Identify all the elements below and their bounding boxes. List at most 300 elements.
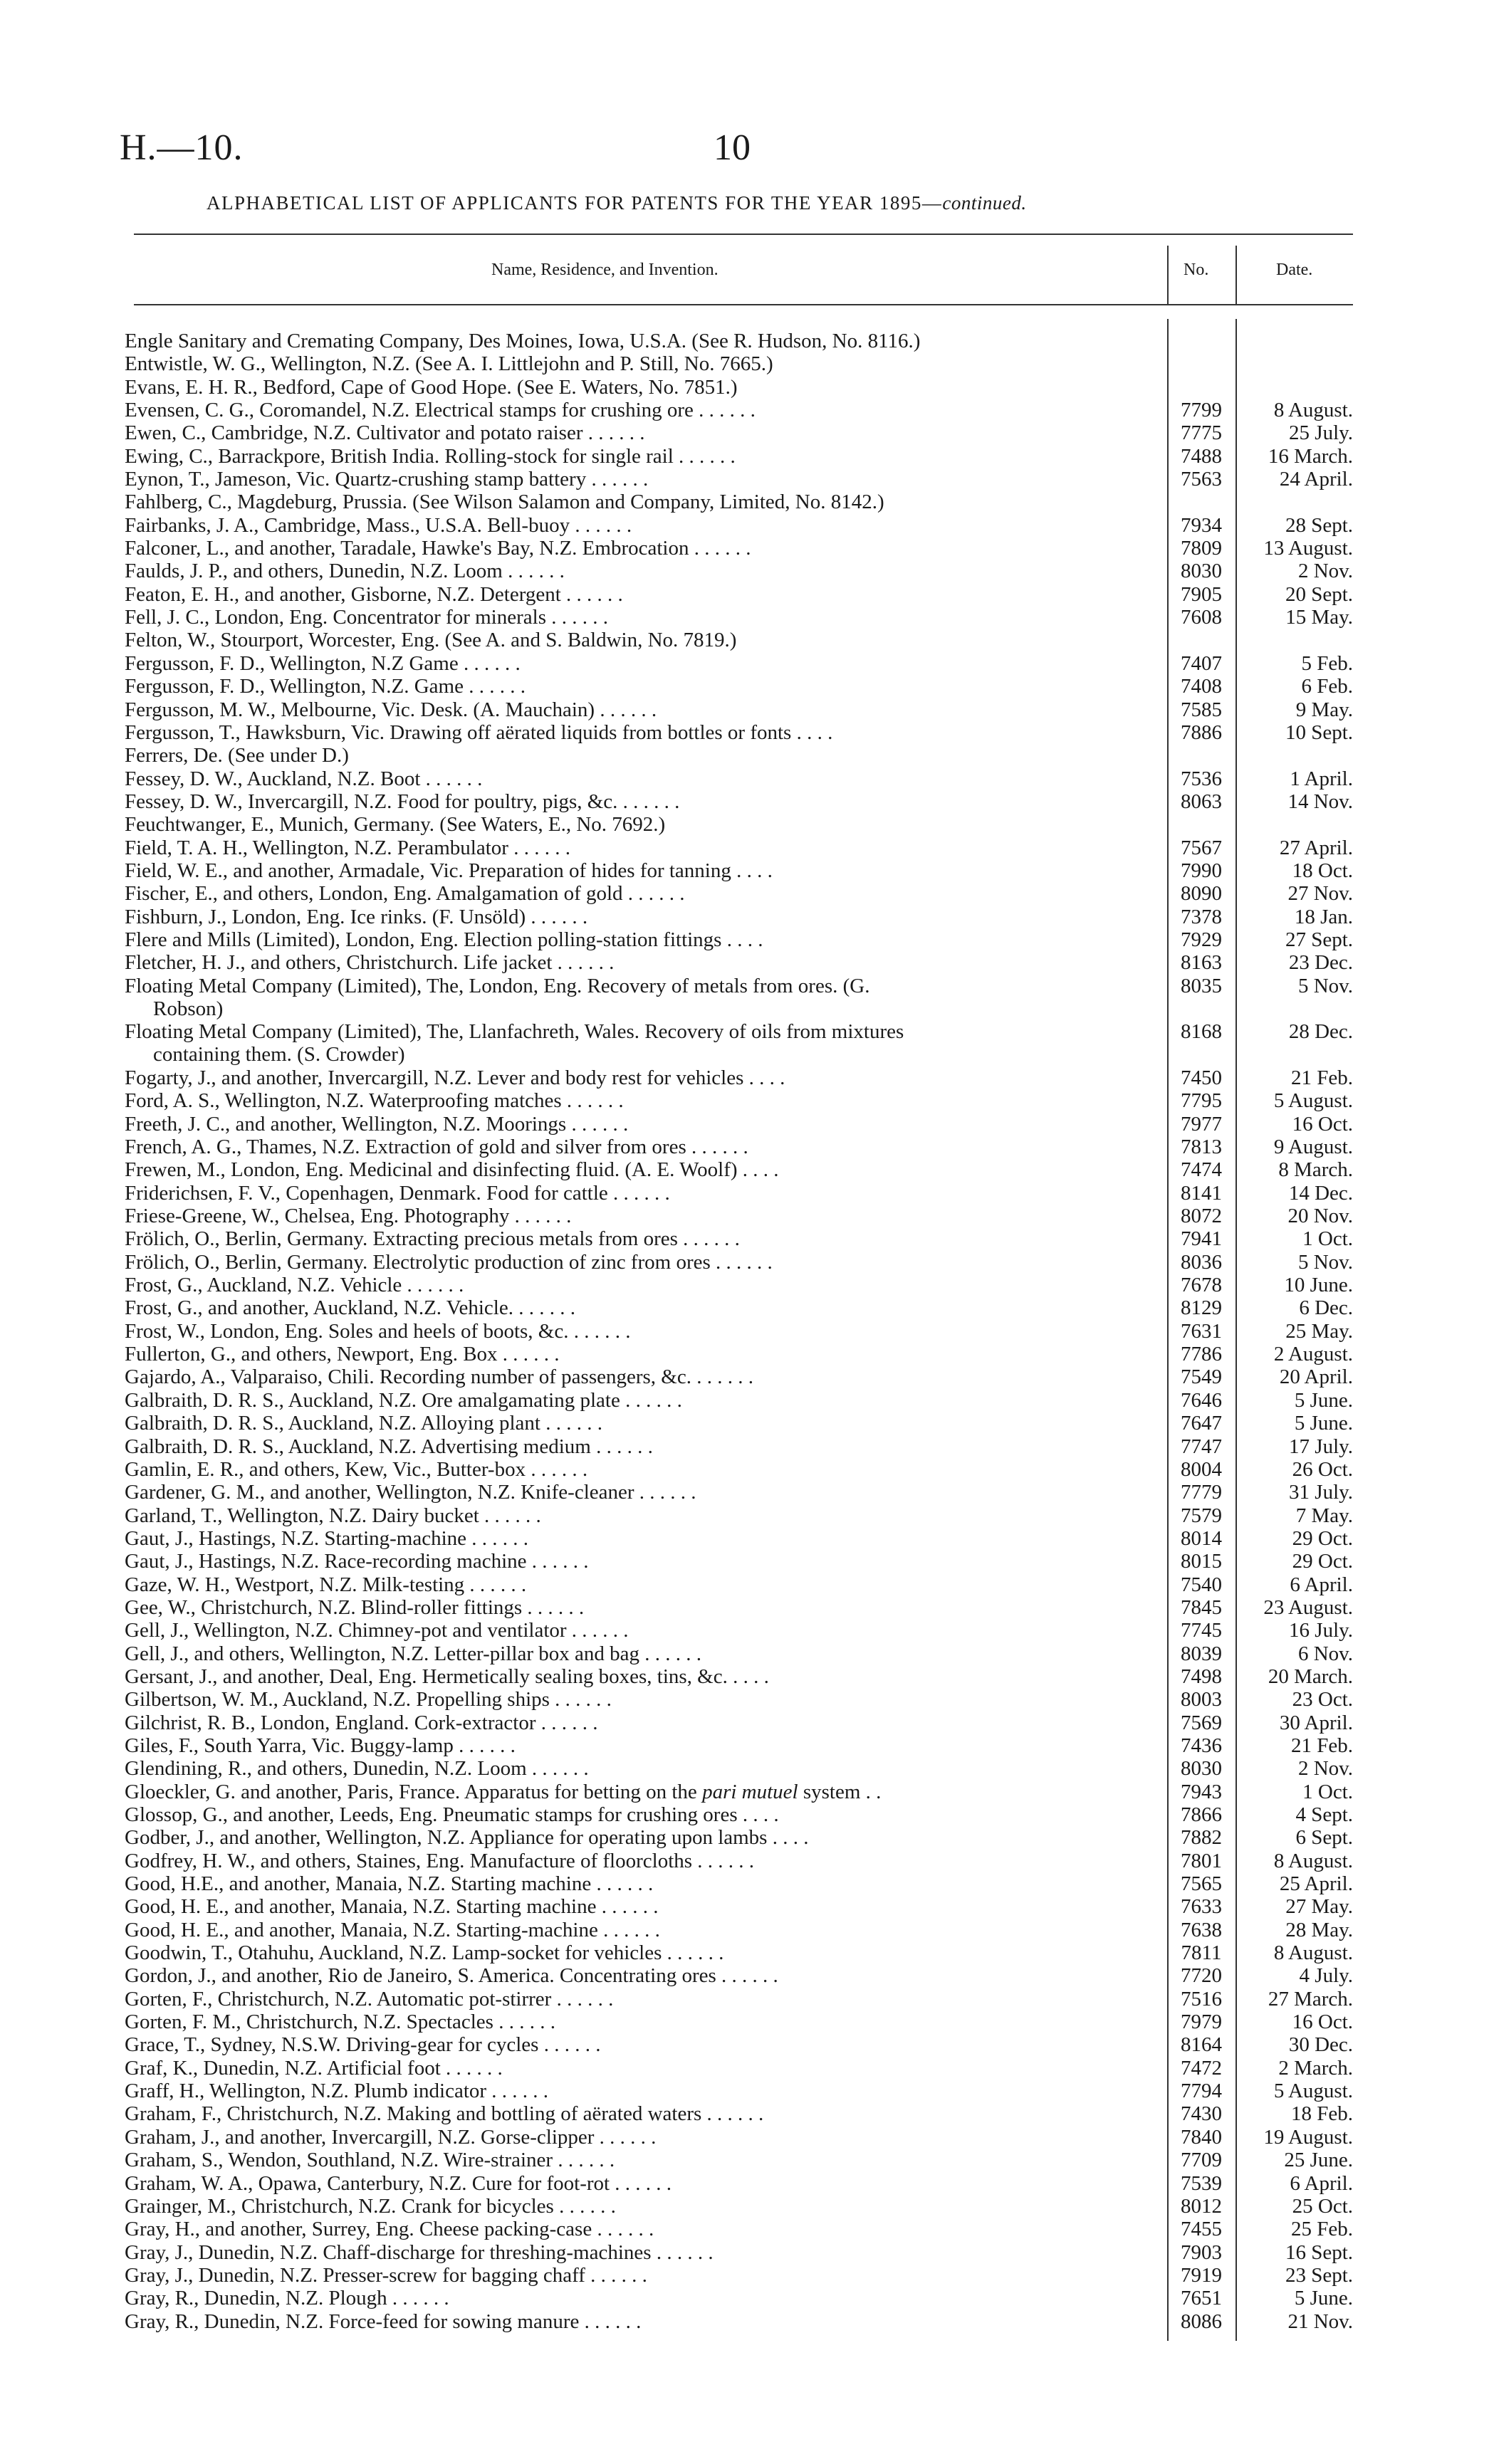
applicant-entry <box>125 1850 1150 1872</box>
application-date: 8 August. <box>1273 1941 1353 1965</box>
entry-text: Fergusson, T., Hawksburn, Vic. Drawing off aërated liquids from bottles or fonts . . . . <box>125 720 833 744</box>
entry-text: Evensen, C. G., Coromandel, N.Z. Electrical stamps for crushing ore . . . . . . <box>125 399 756 422</box>
applicant-entry <box>125 537 1150 560</box>
applicant-entry <box>125 767 1150 790</box>
entry-text: Fell, J. C., London, Eng. Concentrator for minerals . . . . . . <box>125 606 608 629</box>
application-date: 5 Nov. <box>1297 1250 1353 1274</box>
entry-text: Field, W. E., and another, Armadale, Vic. Preparation of hides for tanning . . . . <box>125 859 773 882</box>
applicant-entry <box>125 1504 1150 1527</box>
patent-number: 7929 <box>1181 928 1222 951</box>
applicant-entry <box>125 790 1150 813</box>
application-date: 18 Oct. <box>1292 859 1353 882</box>
application-date: 26 Oct. <box>1292 1457 1353 1481</box>
patent-number: 7678 <box>1181 1274 1222 1297</box>
applicant-entry <box>125 1826 1150 1849</box>
applicant-entry <box>125 1550 1150 1573</box>
applicant-entry <box>125 583 1150 606</box>
applicant-entry <box>125 1642 1150 1665</box>
patent-number: 7943 <box>1181 1780 1222 1803</box>
application-date: 9 August. <box>1273 1136 1353 1159</box>
entry-text: Friese-Greene, W., Chelsea, Eng. Photography . . . . . . <box>125 1205 572 1228</box>
applicant-entry <box>125 468 1150 491</box>
applicant-list <box>0 330 1489 2333</box>
list-item <box>0 1066 1489 1089</box>
applicant-entry <box>125 1573 1150 1596</box>
patent-number: 8164 <box>1181 2033 1222 2057</box>
entry-text: Graff, H., Wellington, N.Z. Plumb indicator . . . . . . <box>125 2080 549 2103</box>
entry-text: Falconer, L., and another, Taradale, Hawke's Bay, N.Z. Embrocation . . . . . . <box>125 537 751 560</box>
entry-text: Garland, T., Wellington, N.Z. Dairy bucket . . . . . . <box>125 1504 541 1527</box>
application-date: 9 May. <box>1295 698 1353 721</box>
patent-number: 7567 <box>1181 836 1222 859</box>
application-date: 25 Oct. <box>1292 2194 1353 2218</box>
patent-number: 7840 <box>1181 2125 1222 2149</box>
patent-number: 7631 <box>1181 1319 1222 1343</box>
applicant-entry <box>125 560 1150 582</box>
patent-number: 7436 <box>1181 1734 1222 1757</box>
entry-text: Frewen, M., London, Eng. Medicinal and disinfecting fluid. (A. E. Woolf) . . . . <box>125 1158 779 1182</box>
applicant-entry <box>125 1711 1150 1734</box>
entry-text: Floating Metal Company (Limited), The, London, Eng. Recovery of metals from ores. (G. <box>125 974 870 997</box>
entry-text: Frost, G., and another, Auckland, N.Z. Vehicle. . . . . . . <box>125 1296 575 1320</box>
list-item <box>0 330 1489 352</box>
patent-number: 7539 <box>1181 2171 1222 2195</box>
application-date: 8 August. <box>1273 399 1353 422</box>
applicant-entry <box>125 1089 1150 1112</box>
patent-number: 7903 <box>1181 2240 1222 2264</box>
entry-text: Friderichsen, F. V., Copenhagen, Denmark. Food for cattle . . . . . . <box>125 1181 670 1205</box>
entry-text: Gloeckler, G. and another, Paris, France. Apparatus for betting on the <box>125 1780 703 1803</box>
applicant-entry <box>125 2241 1150 2264</box>
patent-number: 7430 <box>1181 2102 1222 2126</box>
entry-text: Featon, E. H., and another, Gisborne, N.Z. Detergent . . . . . . <box>125 582 623 606</box>
patent-number: 7845 <box>1181 1595 1222 1619</box>
column-header-name: Name, Residence, and Invention. <box>491 261 719 279</box>
list-item <box>0 2033 1489 2056</box>
applicant-entry <box>125 2126 1150 2149</box>
patent-number: 8039 <box>1181 1642 1222 1665</box>
entry-text: Glossop, G., and another, Leeds, Eng. Pneumatic stamps for crushing ores . . . . <box>125 1803 779 1826</box>
patent-number: 7498 <box>1181 1664 1222 1688</box>
list-item <box>0 445 1489 468</box>
applicant-entry <box>125 882 1150 905</box>
list-item <box>0 2102 1489 2125</box>
application-date: 6 Sept. <box>1295 1826 1353 1850</box>
patent-number: 7977 <box>1181 1112 1222 1136</box>
application-date: 24 April. <box>1279 468 1353 491</box>
entry-text: Good, H. E., and another, Manaia, N.Z. Starting machine . . . . . . <box>125 1895 659 1919</box>
entry-text: Fletcher, H. J., and others, Christchurch. Life jacket . . . . . . <box>125 951 615 975</box>
list-item <box>0 1412 1489 1435</box>
application-date: 5 August. <box>1273 1089 1353 1113</box>
patent-number: 8036 <box>1181 1250 1222 1274</box>
list-item <box>0 1089 1489 1112</box>
application-date: 5 June. <box>1294 2287 1353 2310</box>
entry-text: Feuchtwanger, E., Munich, Germany. (See Waters, E., No. 7692.) <box>125 813 666 837</box>
column-header-date: Date. <box>1276 261 1313 279</box>
applicant-entry <box>125 1895 1150 1918</box>
entry-text: Felton, W., Stourport, Worcester, Eng. (See A. and S. Baldwin, No. 7819.) <box>125 629 737 652</box>
application-date: 21 Feb. <box>1291 1066 1353 1089</box>
applicant-entry <box>125 1941 1150 1964</box>
list-item <box>0 1573 1489 1596</box>
application-date: 16 Oct. <box>1292 1112 1353 1136</box>
list-item <box>0 1757 1489 1780</box>
list-item <box>0 2218 1489 2240</box>
patent-number: 7540 <box>1181 1573 1222 1596</box>
list-item <box>0 1020 1489 1066</box>
list-item <box>0 421 1489 444</box>
entry-text: Fischer, E., and others, London, Eng. Amalgamation of gold . . . . . . <box>125 882 685 906</box>
list-item <box>0 2172 1489 2195</box>
application-date: 20 April. <box>1279 1365 1353 1389</box>
application-date: 29 Oct. <box>1292 1526 1353 1550</box>
list-item <box>0 1665 1489 1688</box>
applicant-entry <box>125 2010 1150 2033</box>
applicant-entry <box>125 2287 1150 2310</box>
entry-text: Gaut, J., Hastings, N.Z. Race-recording machine . . . . . . <box>125 1550 589 1573</box>
entry-text: Glendining, R., and others, Dunedin, N.Z. Loom . . . . . . <box>125 1757 589 1781</box>
entry-text: Gorten, F., Christchurch, N.Z. Automatic pot-stirrer . . . . . . <box>125 1987 614 2010</box>
applicant-entry <box>125 1066 1150 1089</box>
application-date: 5 June. <box>1294 1412 1353 1435</box>
entry-text: Gilchrist, R. B., London, England. Cork-extractor . . . . . . <box>125 1711 598 1734</box>
application-date: 18 Feb. <box>1291 2102 1353 2126</box>
application-date: 16 Sept. <box>1285 2240 1353 2264</box>
applicant-entry <box>125 698 1150 721</box>
applicant-entry <box>125 1872 1150 1895</box>
list-item <box>0 1365 1489 1388</box>
patent-number: 7795 <box>1181 1089 1222 1113</box>
list-item <box>0 352 1489 375</box>
list-item <box>0 1227 1489 1250</box>
entry-text: Galbraith, D. R. S., Auckland, N.Z. Advertising medium . . . . . . <box>125 1435 653 1458</box>
applicant-entry <box>125 1113 1150 1136</box>
column-divider-date <box>1235 246 1237 304</box>
patent-number: 7745 <box>1181 1619 1222 1642</box>
applicant-entry <box>125 421 1150 444</box>
application-date: 16 March. <box>1268 444 1353 468</box>
applicant-entry <box>125 1619 1150 1642</box>
patent-number: 7720 <box>1181 1964 1222 1988</box>
application-date: 5 Feb. <box>1301 651 1353 675</box>
list-item <box>0 1205 1489 1227</box>
entry-text: Grainger, M., Christchurch, N.Z. Crank for bicycles . . . . . . <box>125 2194 616 2218</box>
patent-number: 7775 <box>1181 421 1222 445</box>
application-date: 25 Feb. <box>1291 2218 1353 2241</box>
list-item <box>0 1389 1489 1412</box>
application-date: 4 July. <box>1299 1964 1353 1988</box>
entry-text: Frölich, O., Berlin, Germany. Extracting precious metals from ores . . . . . . <box>125 1227 740 1251</box>
page-title <box>207 192 1346 214</box>
entry-text: Fergusson, F. D., Wellington, N.Z Game . . . . . . <box>125 651 521 675</box>
entry-text: Gell, J., and others, Wellington, N.Z. Letter-pillar box and bag . . . . . . <box>125 1642 701 1665</box>
applicant-entry <box>125 330 1150 352</box>
list-item <box>0 1435 1489 1458</box>
patent-number: 7474 <box>1181 1158 1222 1182</box>
list-item <box>0 629 1489 651</box>
application-date: 25 May. <box>1285 1319 1353 1343</box>
application-date: 15 May. <box>1285 606 1353 629</box>
applicant-entry <box>125 1919 1150 1941</box>
application-date: 4 Sept. <box>1295 1803 1353 1826</box>
application-date: 31 July. <box>1289 1481 1353 1504</box>
list-item <box>0 1803 1489 1826</box>
list-item <box>0 928 1489 951</box>
application-date: 20 Nov. <box>1287 1205 1353 1228</box>
list-item <box>0 2080 1489 2102</box>
list-item <box>0 1550 1489 1573</box>
applicant-entry <box>125 1227 1150 1250</box>
applicant-entry <box>125 445 1150 468</box>
application-date: 27 Sept. <box>1285 928 1353 951</box>
applicant-entry <box>125 928 1150 951</box>
patent-number: 7709 <box>1181 2149 1222 2172</box>
list-item <box>0 1504 1489 1527</box>
applicant-entry <box>125 1665 1150 1688</box>
column-divider-no <box>1167 246 1169 304</box>
entry-text: Gray, H., and another, Surrey, Eng. Cheese packing-case . . . . . . <box>125 2218 654 2241</box>
application-date: 27 March. <box>1268 1987 1353 2010</box>
patent-number: 7811 <box>1181 1941 1222 1965</box>
entry-text: Gell, J., Wellington, N.Z. Chimney-pot and ventilator . . . . . . <box>125 1619 629 1642</box>
applicant-entry <box>125 652 1150 675</box>
applicant-entry <box>125 1296 1150 1319</box>
patent-number: 8030 <box>1181 1757 1222 1781</box>
patent-number: 8012 <box>1181 2194 1222 2218</box>
entry-text: Fogarty, J., and another, Invercargill, N.Z. Lever and body rest for vehicles . . . . <box>125 1066 785 1089</box>
applicant-entry <box>125 721 1150 744</box>
entry-text: Evans, E. H. R., Bedford, Cape of Good Hope. (See E. Waters, No. 7851.) <box>125 375 738 399</box>
list-item <box>0 1136 1489 1158</box>
applicant-entry <box>125 606 1150 629</box>
entry-text-continuation: Robson) <box>153 997 224 1020</box>
applicant-entry <box>125 2310 1150 2333</box>
application-date: 10 Sept. <box>1285 720 1353 744</box>
entry-text: Gamlin, E. R., and others, Kew, Vic., Butter-box . . . . . . <box>125 1457 588 1481</box>
application-date: 30 April. <box>1279 1711 1353 1734</box>
patent-number: 7866 <box>1181 1803 1222 1826</box>
entry-text: Fairbanks, J. A., Cambridge, Mass., U.S.A. Bell-buoy . . . . . . <box>125 513 632 537</box>
application-date: 5 June. <box>1294 1388 1353 1412</box>
applicant-entry <box>125 2149 1150 2171</box>
patent-number: 8014 <box>1181 1526 1222 1550</box>
entry-text: Gilbertson, W. M., Auckland, N.Z. Propelling ships . . . . . . <box>125 1688 612 1711</box>
entry-text: Good, H. E., and another, Manaia, N.Z. Starting-machine . . . . . . <box>125 1918 660 1941</box>
list-item <box>0 1320 1489 1343</box>
patent-number: 7450 <box>1181 1066 1222 1089</box>
applicant-entry <box>125 2218 1150 2240</box>
list-item <box>0 1619 1489 1642</box>
application-date: 13 August. <box>1263 537 1353 560</box>
applicant-entry <box>125 399 1150 421</box>
applicant-entry <box>125 675 1150 698</box>
list-item <box>0 399 1489 421</box>
document-code: H.—10. <box>120 127 244 168</box>
list-item <box>0 376 1489 399</box>
applicant-entry <box>125 2264 1150 2287</box>
application-date: 6 Dec. <box>1299 1296 1353 1320</box>
list-item <box>0 882 1489 905</box>
applicant-entry <box>125 1320 1150 1343</box>
application-date: 7 May. <box>1295 1504 1353 1527</box>
entry-text: Galbraith, D. R. S., Auckland, N.Z. Ore amalgamating plate . . . . . . <box>125 1388 682 1412</box>
patent-number: 8003 <box>1181 1688 1222 1711</box>
patent-number: 8004 <box>1181 1457 1222 1481</box>
applicant-entry <box>125 837 1150 859</box>
title-continued: continued. <box>942 192 1027 214</box>
applicant-entry <box>125 1158 1150 1181</box>
entry-text: Freeth, J. C., and another, Wellington, N.Z. Moorings . . . . . . <box>125 1112 629 1136</box>
patent-number: 7638 <box>1181 1918 1222 1941</box>
application-date: 30 Dec. <box>1288 2033 1353 2057</box>
applicant-entry <box>125 1988 1150 2010</box>
applicant-entry <box>125 1688 1150 1711</box>
patent-number: 7979 <box>1181 2010 1222 2034</box>
patent-number: 8072 <box>1181 1205 1222 1228</box>
patent-number: 8086 <box>1181 2310 1222 2333</box>
entry-text: Flere and Mills (Limited), London, Eng. Election polling-station fittings . . . . <box>125 928 763 951</box>
patent-number: 7794 <box>1181 2080 1222 2103</box>
patent-number: 7488 <box>1181 444 1222 468</box>
patent-number: 8141 <box>1181 1181 1222 1205</box>
applicant-entry <box>125 1182 1150 1205</box>
application-date: 14 Dec. <box>1288 1181 1353 1205</box>
entry-text: Gee, W., Christchurch, N.Z. Blind-roller fittings . . . . . . <box>125 1595 585 1619</box>
applicant-entry <box>125 1020 1150 1066</box>
list-item <box>0 514 1489 537</box>
entry-text: Entwistle, W. G., Wellington, N.Z. (See A. I. Littlejohn and P. Still, No. 7665.) <box>125 352 773 376</box>
patent-number: 7378 <box>1181 905 1222 928</box>
patent-number: 8090 <box>1181 882 1222 906</box>
list-item <box>0 1596 1489 1619</box>
entry-italic-text: pari mutuel <box>702 1780 798 1803</box>
list-item <box>0 2195 1489 2218</box>
entry-text: Gorten, F. M., Christchurch, N.Z. Spectacles . . . . . . <box>125 2010 555 2034</box>
list-item <box>0 951 1489 974</box>
entry-text: Faulds, J. P., and others, Dunedin, N.Z. Loom . . . . . . <box>125 560 565 583</box>
applicant-entry <box>125 1365 1150 1388</box>
list-item <box>0 975 1489 1021</box>
list-item <box>0 675 1489 698</box>
patent-number: 7455 <box>1181 2218 1222 2241</box>
entry-text: Fessey, D. W., Invercargill, N.Z. Food for poultry, pigs, &c. . . . . . . <box>125 790 680 813</box>
entry-text: Fessey, D. W., Auckland, N.Z. Boot . . . . . . <box>125 767 483 790</box>
applicant-entry <box>125 2102 1150 2125</box>
applicant-entry <box>125 1205 1150 1227</box>
patent-number: 7579 <box>1181 1504 1222 1527</box>
entry-text: Gardener, G. M., and another, Wellington, N.Z. Knife-cleaner . . . . . . <box>125 1481 696 1504</box>
entry-text: Galbraith, D. R. S., Auckland, N.Z. Alloying plant . . . . . . <box>125 1412 602 1435</box>
title-main: ALPHABETICAL LIST OF APPLICANTS FOR PATENTS FOR THE YEAR 1895— <box>207 192 943 214</box>
list-item <box>0 1251 1489 1274</box>
application-date: 27 May. <box>1285 1895 1353 1919</box>
patent-number: 8015 <box>1181 1550 1222 1573</box>
application-date: 27 Nov. <box>1287 882 1353 906</box>
list-item <box>0 790 1489 813</box>
entry-text: Gajardo, A., Valparaiso, Chili. Recording number of passengers, &c. . . . . . . <box>125 1365 753 1389</box>
entry-text: Godfrey, H. W., and others, Staines, Eng. Manufacture of floorcloths . . . . . . <box>125 1849 755 1872</box>
entry-text: Field, T. A. H., Wellington, N.Z. Perambulator . . . . . . <box>125 836 570 859</box>
patent-number: 7569 <box>1181 1711 1222 1734</box>
applicant-entry <box>125 1458 1150 1481</box>
applicant-entry <box>125 2172 1150 2195</box>
application-date: 25 April. <box>1279 1872 1353 1896</box>
applicant-entry <box>125 744 1150 767</box>
list-item <box>0 1964 1489 1987</box>
entry-text: Fishburn, J., London, Eng. Ice rinks. (F. Unsöld) . . . . . . <box>125 905 588 928</box>
patent-number: 7549 <box>1181 1365 1222 1389</box>
patent-number: 7516 <box>1181 1987 1222 2010</box>
list-item <box>0 1688 1489 1711</box>
patent-number: 7647 <box>1181 1412 1222 1435</box>
applicant-entry <box>125 1481 1150 1504</box>
applicant-entry <box>125 2195 1150 2218</box>
application-date: 1 Oct. <box>1302 1227 1353 1251</box>
list-item <box>0 560 1489 582</box>
list-item <box>0 2241 1489 2264</box>
applicant-entry <box>125 2033 1150 2056</box>
applicant-entry <box>125 1781 1150 1803</box>
patent-number: 7799 <box>1181 399 1222 422</box>
list-item <box>0 1941 1489 1964</box>
list-item <box>0 813 1489 836</box>
applicant-entry <box>125 1389 1150 1412</box>
patent-number: 7882 <box>1181 1826 1222 1850</box>
list-item <box>0 1988 1489 2010</box>
entry-text: Engle Sanitary and Cremating Company, Des Moines, Iowa, U.S.A. (See R. Hudson, No. 8116.) <box>125 330 921 352</box>
application-date: 23 Dec. <box>1288 951 1353 975</box>
column-header-no: No. <box>1184 261 1209 279</box>
applicant-entry <box>125 2080 1150 2102</box>
applicant-entry <box>125 1596 1150 1619</box>
patent-number: 8168 <box>1181 1020 1222 1044</box>
application-date: 17 July. <box>1289 1435 1353 1458</box>
patent-number: 8163 <box>1181 951 1222 975</box>
applicant-entry <box>125 1734 1150 1757</box>
patent-number: 7536 <box>1181 767 1222 790</box>
patent-number: 7407 <box>1181 651 1222 675</box>
list-item <box>0 1527 1489 1550</box>
list-item <box>0 1734 1489 1757</box>
application-date: 6 Feb. <box>1301 675 1353 698</box>
list-item <box>0 2057 1489 2080</box>
application-date: 29 Oct. <box>1292 1550 1353 1573</box>
list-item <box>0 606 1489 629</box>
applicant-entry <box>125 1412 1150 1435</box>
entry-text: Fullerton, G., and others, Newport, Eng. Box . . . . . . <box>125 1343 560 1366</box>
list-item <box>0 1158 1489 1181</box>
applicant-entry <box>125 951 1150 974</box>
entry-text: Ewen, C., Cambridge, N.Z. Cultivator and potato raiser . . . . . . <box>125 421 645 445</box>
entry-text: Gray, R., Dunedin, N.Z. Force-feed for sowing manure . . . . . . <box>125 2310 642 2333</box>
list-item <box>0 491 1489 513</box>
list-item <box>0 1343 1489 1365</box>
entry-text: Frost, G., Auckland, N.Z. Vehicle . . . . . . <box>125 1274 464 1297</box>
applicant-entry <box>125 2057 1150 2080</box>
patent-number: 7565 <box>1181 1872 1222 1896</box>
applicant-entry <box>125 859 1150 882</box>
patent-number: 7801 <box>1181 1849 1222 1872</box>
applicant-entry <box>125 514 1150 537</box>
applicant-entry <box>125 1274 1150 1296</box>
list-item <box>0 767 1489 790</box>
list-item <box>0 1781 1489 1803</box>
entry-text: Graham, W. A., Opawa, Canterbury, N.Z. Cure for foot-rot . . . . . . <box>125 2171 672 2195</box>
entry-text: Gray, J., Dunedin, N.Z. Presser-screw for bagging chaff . . . . . . <box>125 2263 647 2287</box>
patent-number: 8063 <box>1181 790 1222 813</box>
patent-number: 7905 <box>1181 582 1222 606</box>
